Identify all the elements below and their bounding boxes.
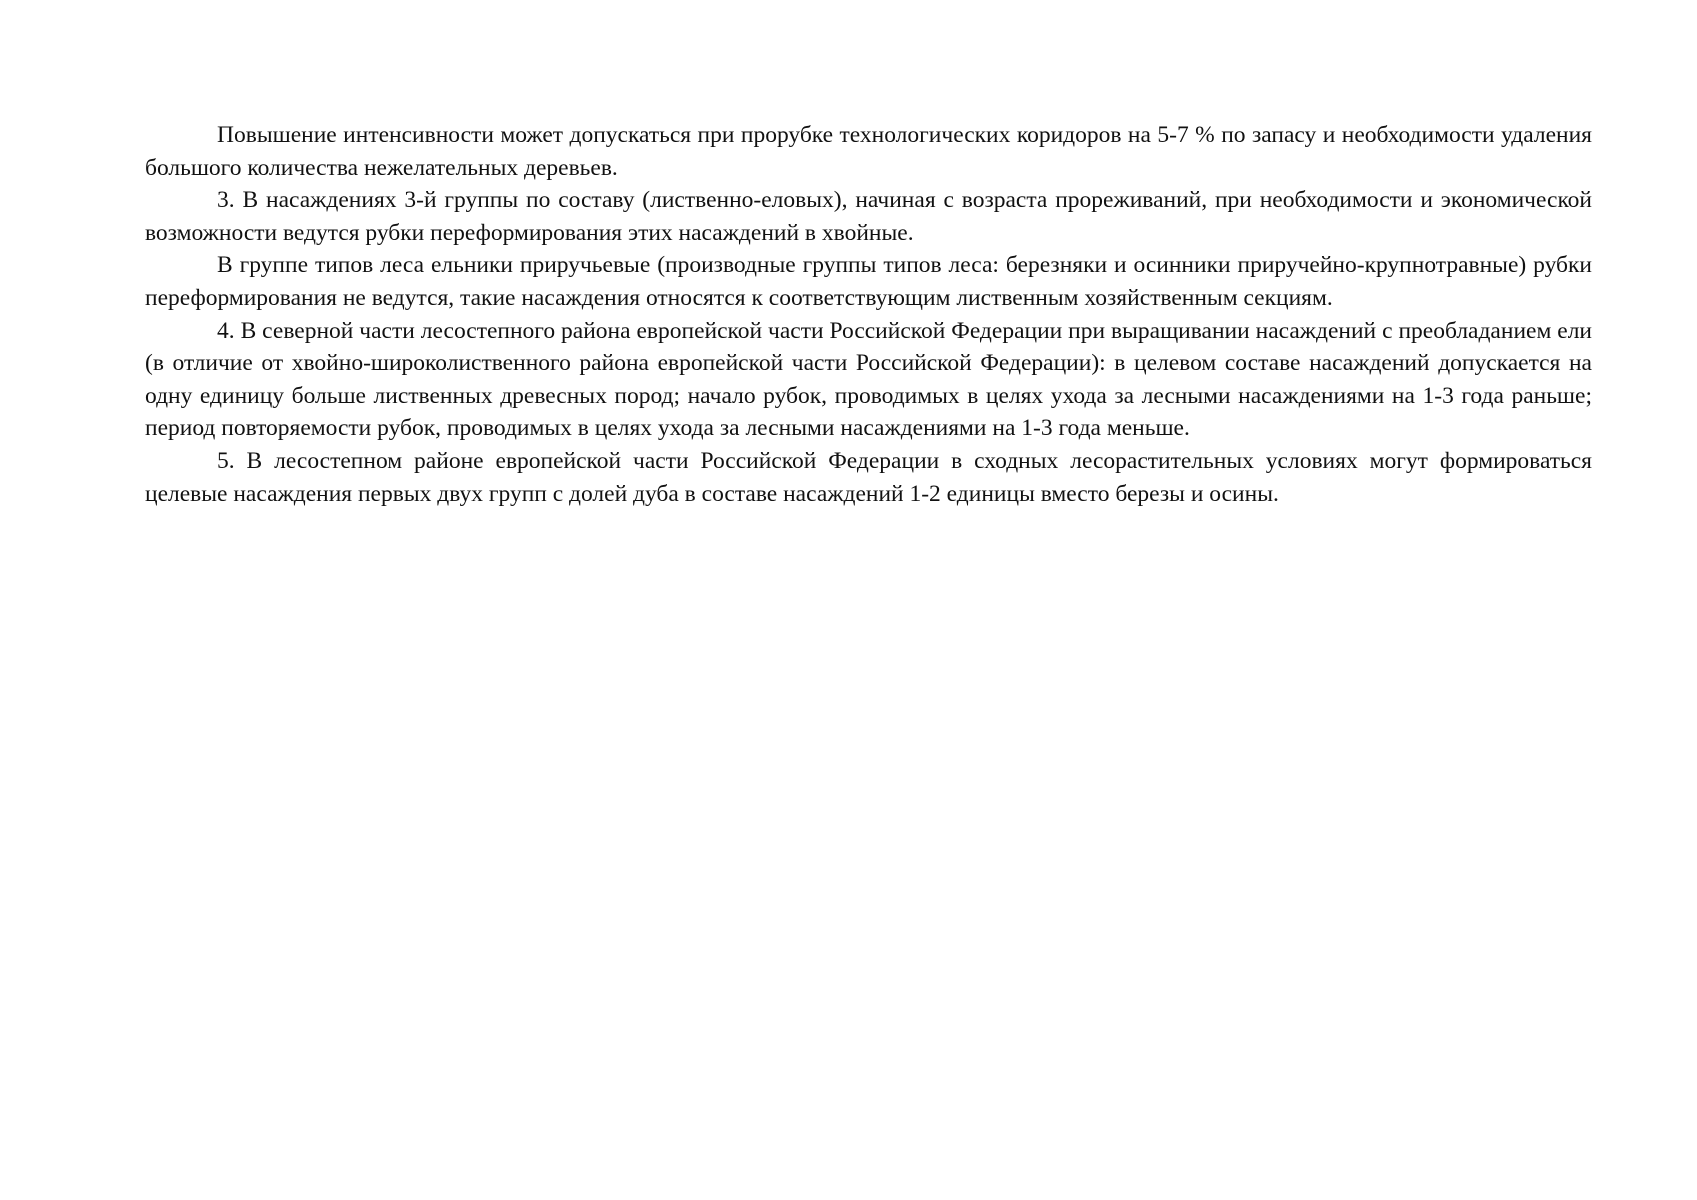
- document-body: [145, 119, 1592, 510]
- paragraph-intensity: Повышение интенсивности может допускаться при прорубке технологических коридоров на 5-7 % по запасу и необходимости удаления большого количества нежелательных деревьев.: [145, 122, 1592, 181]
- paragraph-spruce-stream: В группе типов леса ельники приручьевые (производные группы типов леса: березняки и осинники приручейно-крупнотравные) рубки переформирования не ведутся, такие насаждения относятся к соответствующим лиственным хозяйственным секциям.: [145, 252, 1592, 311]
- paragraph-item-5: 5. В лесостепном районе европейской части Российской Федерации в сходных лесорастительных условиях могут формироваться целевые насаждения первых двух групп с долей дуба в составе насаждений 1-2 единицы вместо березы и осины.: [145, 447, 1592, 507]
- paragraph-item-3: 3. В насаждениях 3-й группы по составу (лиственно-еловых), начиная с возраста прореживаний, при необходимости и экономической возможности ведутся рубки переформирования этих насаждений в хвойные.: [145, 187, 1592, 246]
- paragraph-item-4: 4. В северной части лесостепного района европейской части Российской Федерации при выращивании насаждений с преобладанием ели (в отличие от хвойно-широколиственного района европейской части Российской Федерации): в целевом составе насаждений допускается на одну единицу больше лиственных древесных пород; начало рубок, проводимых в целях ухода за лесными насаждениями на 1-3 года раньше; период повторяемости рубок, проводимых в целях ухода за лесными насаждениями на 1-3 года меньше.: [145, 317, 1592, 442]
